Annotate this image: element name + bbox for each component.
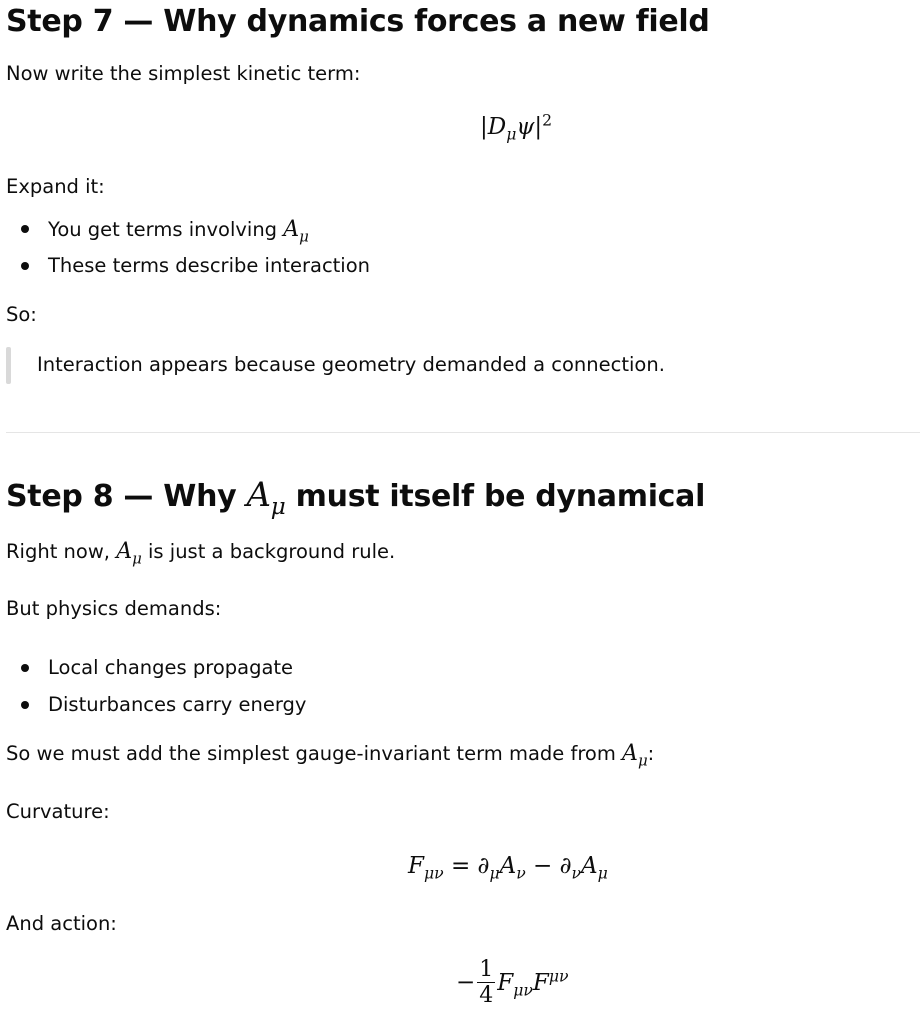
field-strength-equation: $F_{\mu\nu} = \partial_\mu A_\nu - \partial_\nu A_\mu$ (408, 853, 608, 883)
bullet-dot (21, 701, 29, 709)
step7-intro: Now write the simplest kinetic term: (6, 62, 361, 85)
add-term-paragraph: So we must add the simplest gauge-invariant term made from $A_\mu$: (6, 741, 655, 770)
action-label: And action: (6, 912, 117, 935)
bullet-dot (21, 225, 29, 233)
kinetic-term-equation: $|D_\mu\psi|^2$ (480, 110, 553, 144)
bullet-dot (21, 664, 29, 672)
one-quarter-fraction: $\frac{1}{4}$ (479, 957, 494, 1009)
step7-heading: Step 7 — Why dynamics forces a new field (6, 4, 710, 39)
gauge-field-symbol: $A_\mu$ (246, 475, 286, 520)
gauge-field-symbol: $A_\mu$ (283, 217, 309, 246)
section-divider (6, 432, 920, 433)
list-item-text: Disturbances carry energy (48, 693, 307, 716)
action-equation: − $\frac{1}{4}$ $F_{\mu\nu}F^{\mu\nu}$ (456, 957, 569, 1009)
list-item-text: You get terms involving (48, 218, 284, 241)
physics-demands: But physics demands: (6, 597, 222, 620)
right-now-paragraph: Right now, $A_\mu$ is just a background rule. (6, 539, 396, 568)
list-item-text: These terms describe interaction (48, 254, 371, 277)
list-item-text: Local changes propagate (48, 656, 294, 679)
blockquote-text: Interaction appears because geometry demanded a connection. (37, 353, 665, 376)
expand-label: Expand it: (6, 175, 105, 198)
bullet-dot (21, 262, 29, 270)
gauge-field-symbol: $A_\mu$ (116, 539, 142, 568)
gauge-field-symbol: $A_\mu$ (622, 741, 648, 770)
so-label: So: (6, 303, 37, 326)
step8-heading: Step 8 — Why $A_\mu$ must itself be dynamical (6, 475, 706, 520)
blockquote-bar (6, 347, 11, 384)
curvature-label: Curvature: (6, 800, 110, 823)
